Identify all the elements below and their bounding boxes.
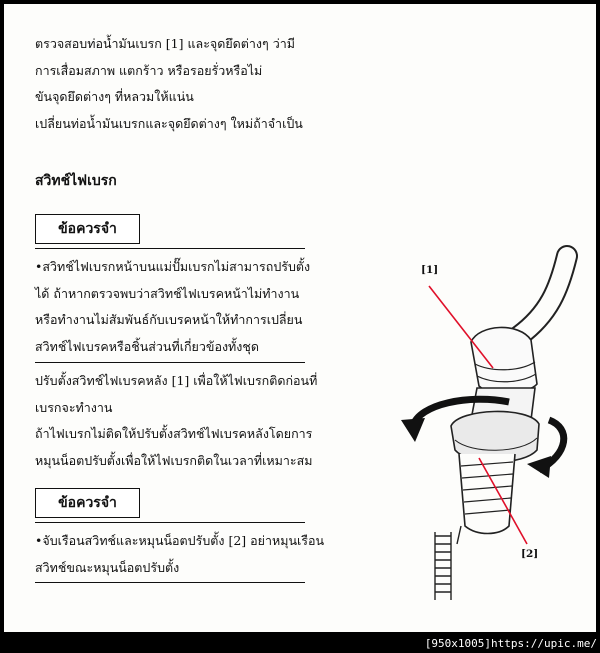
note-label-box [35, 214, 140, 244]
note-label-box [35, 488, 140, 518]
adjust-line: ถ้าไฟเบรกไม่ติดให้ปรับตั้งสวิทช์ไฟเบรคหลังโดยการ [35, 426, 313, 441]
intro-paragraph [35, 31, 303, 137]
section-title: สวิทช์ไฟเบรก [35, 173, 117, 189]
manual-page [4, 4, 596, 632]
watermark: [950x1005]https://upic.me/ [424, 637, 597, 650]
note-text [35, 528, 324, 581]
note-bottom-rule [35, 582, 305, 583]
note-label: ข้อควรจำ [58, 495, 117, 511]
intro-line: การเสื่อมสภาพ แตกร้าว หรือรอยรั่วหรือไม่ [35, 62, 263, 78]
intro-line: ขันจุดยึดต่างๆ ที่หลวมให้แน่น [35, 89, 194, 104]
return-spring [435, 532, 451, 600]
note-bottom-rule [35, 362, 305, 363]
pointer-line-1 [429, 286, 493, 368]
note-line: •จับเรือนสวิทช์และหมุนน็อตปรับตั้ง [2] อย่าหมุนเรือน [35, 533, 325, 548]
intro-line: เปลี่ยนท่อน้ำมันเบรกและจุดยึดต่างๆ ใหม่ถ้าจำเป็น [35, 115, 303, 131]
intro-line: ตรวจสอบท่อน้ำมันเบรก [1] และจุดยึดต่างๆ ว่ามี [35, 36, 296, 51]
note-top-rule [35, 522, 305, 523]
label-1: [1] [421, 264, 439, 276]
adjust-paragraph [35, 368, 317, 474]
note-line: สวิทช์ไฟเบรคหรือชิ้นส่วนที่เกี่ยวข้องทั้งชุด [35, 338, 259, 354]
brake-switch-drawing [399, 244, 589, 604]
arrowhead-icon [527, 456, 551, 478]
note-line: สวิทช์ขณะหมุนน็อตปรับตั้ง [35, 559, 180, 575]
adjust-line: หมุนน็อตปรับตั้งเพื่อให้ไฟเบรกติดในเวลาที่เหมาะสม [35, 452, 313, 468]
note-line: ได้ ถ้าหากตรวจพบว่าสวิทช์ไฟเบรคหน้าไม่ทำงาน [35, 285, 300, 301]
label-2: [2] [521, 548, 539, 560]
note-text [35, 254, 310, 360]
note-line: •สวิทช์ไฟเบรกหน้าบนแม่ปั๊มเบรกไม่สามารถปรับตั้ง [35, 259, 311, 274]
adjust-line: ปรับตั้งสวิทช์ไฟเบรคหลัง [1] เพื่อให้ไฟเบรกติดก่อนที่ [35, 373, 318, 388]
switch-boot [471, 327, 537, 393]
note-line: หรือทำงานไม่สัมพันธ์กับเบรคหน้าให้ทำการเปลี่ยน [35, 312, 303, 327]
brake-switch-illustration [399, 244, 589, 604]
note-top-rule [35, 248, 305, 249]
arrowhead-icon [401, 418, 425, 442]
note-label: ข้อควรจำ [58, 221, 117, 237]
adjust-line: เบรกจะทำงาน [35, 399, 113, 415]
